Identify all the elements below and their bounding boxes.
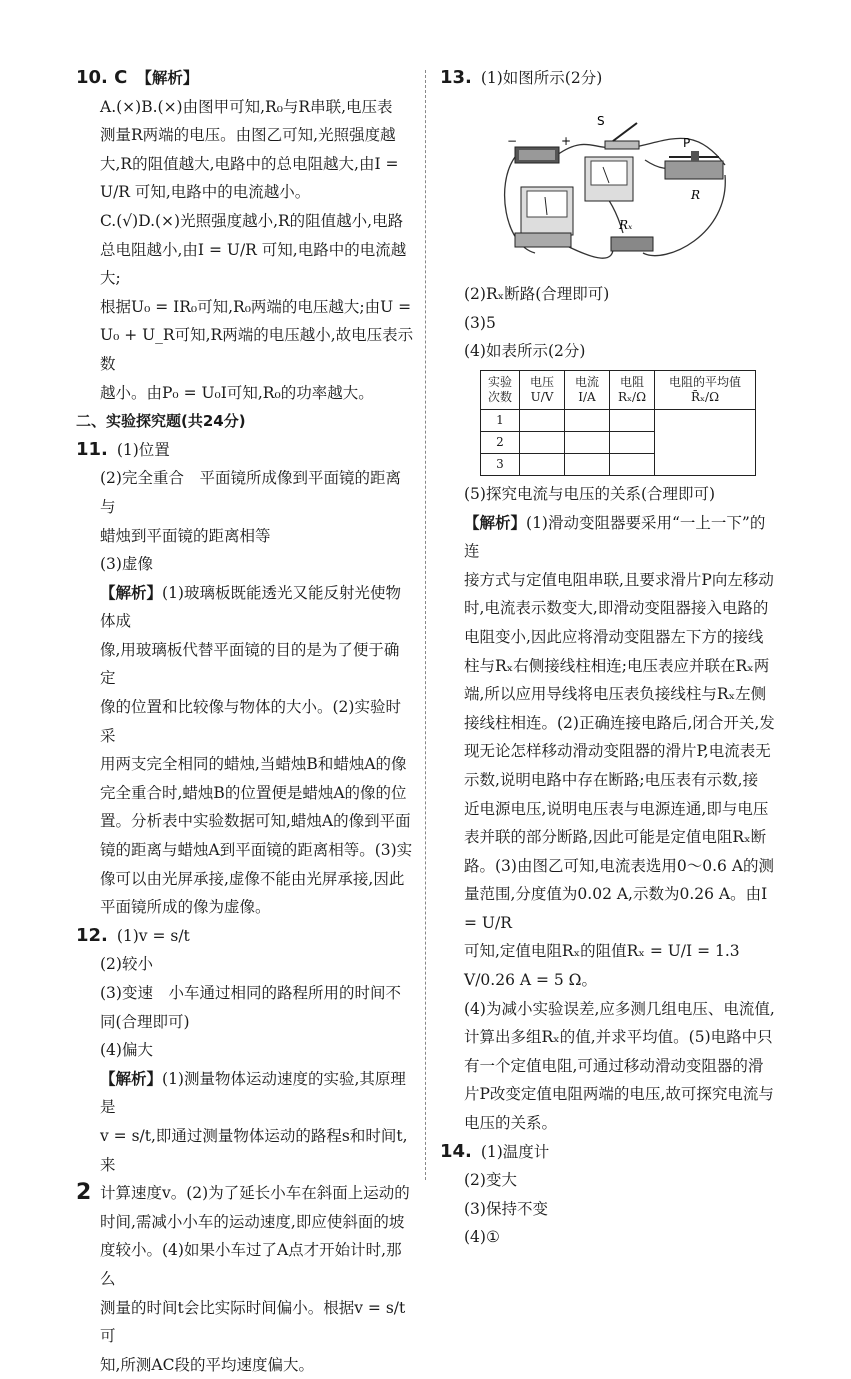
q11-answers: [76, 464, 414, 922]
table-cell: 1: [481, 409, 520, 431]
q12-analysis-line: 度较小。(4)如果小车过了A点才开始计时,那么: [100, 1241, 402, 1288]
table-row: [481, 409, 756, 431]
q11-analysis-line: 像可以由光屏承接,虚像不能由光屏承接,因此: [100, 869, 405, 888]
q13-analysis-line: 电压的关系。: [464, 1114, 558, 1133]
q13-analysis-line: 表并联的部分断路,因此可能是定值电阻Rₓ断: [464, 828, 767, 847]
table-header: 电压 U/V: [520, 370, 565, 409]
q11-analysis-line: 平面镜所成的像为虚像。: [100, 898, 271, 917]
q13-analysis-line: 端,所以应用导线将电压表负接线柱与Rₓ左侧: [464, 685, 767, 704]
q11-item: (2)完全重合 平面镜所成像到平面镜的距离与: [100, 469, 401, 516]
q13-analysis-line: 示数,说明电路中存在断路;电压表有示数,接: [464, 770, 759, 789]
q10-line: 越小。由P₀ = U₀I可知,R₀的功率越大。: [100, 383, 374, 402]
q11-analysis-line: 镜的距离与蜡烛A到平面镜的距离相等。(3)实: [100, 841, 413, 860]
q14-number: 14.: [440, 1140, 472, 1162]
table-cell: [565, 409, 610, 431]
q10-line: U/R 可知,电路中的电流越小。: [100, 183, 311, 202]
switch-icon: [605, 123, 639, 149]
table-cell: [520, 431, 565, 453]
q10-analysis: [76, 93, 414, 408]
q12-analysis-line: [100, 1065, 414, 1122]
q13-item: (4)如表所示(2分): [464, 342, 586, 361]
q11-item: 蜡烛到平面镜的距离相等: [100, 526, 271, 545]
q12-analysis-line: v = s/t,即通过测量物体运动的路程s和时间t,来: [100, 1126, 408, 1174]
q13-analysis-text: (1)滑动变阻器要采用“一上一下”的连: [464, 513, 766, 561]
q10-analysis-tag: 【解析】: [136, 69, 199, 87]
q11-item: (3)虚像: [100, 555, 153, 574]
battery-minus-label: −: [507, 133, 518, 148]
resistor-label: Rₓ: [619, 217, 633, 232]
q12-answers: [76, 950, 414, 1379]
switch-label: S: [597, 113, 605, 128]
q10-line: 大,R的阻值越大,电路中的总电阻越大,由I =: [100, 154, 399, 173]
q12-analysis-line: 知,所测AC段的平均速度偏大。: [100, 1355, 314, 1374]
right-column: [440, 64, 780, 1252]
q10-line: U₀ + U_R可知,R两端的电压越小,故电压表示数: [100, 326, 414, 373]
page-number: 2: [76, 1180, 92, 1205]
q14-answers: [440, 1166, 780, 1252]
q13-analysis-line: 有一个定值电阻,可通过移动滑动变阻器的滑: [464, 1056, 764, 1075]
left-column: [76, 64, 414, 1379]
battery-icon: [515, 147, 559, 163]
q13-analysis-line: [464, 509, 780, 566]
slider-label: P: [683, 135, 691, 150]
q12-analysis-text: (1)测量物体运动速度的实验,其原理是: [100, 1069, 406, 1117]
q13-analysis-line: 现无论怎样移动滑动变阻器的滑片P,电流表无: [464, 742, 771, 761]
q12-analysis-line: 测量的时间t会比实际时间偏小。根据v = s/t 可: [100, 1298, 406, 1346]
q12-analysis-line: 计算速度v。(2)为了延长小车在斜面上运动的: [100, 1184, 410, 1203]
q13-analysis-line: 片P改变定值电阻两端的电压,故可探究电流与: [464, 1085, 774, 1104]
q12-analysis-tag: 【解析】: [100, 1069, 163, 1088]
q12-analysis-line: 时间,需减小小车的运动速度,即应使斜面的坡: [100, 1212, 405, 1231]
q11-analysis-line: 像,用玻璃板代替平面镜的目的是为了便于确定: [100, 640, 400, 688]
q10-number: 10. C: [76, 67, 128, 88]
q11-header: [76, 436, 414, 465]
table-header: 电阻的平均值 R̄ₓ/Ω: [655, 370, 756, 409]
table-cell: 3: [481, 453, 520, 475]
table-cell: [520, 409, 565, 431]
q13-analysis: [440, 480, 780, 1138]
q10-line: 根据U₀ = IR₀可知,R₀两端的电压越大;由U =: [100, 297, 412, 316]
rheostat-label: R: [691, 187, 701, 202]
q14-header: [440, 1138, 780, 1167]
q13-header: [440, 64, 780, 93]
q13-analysis-line: 电阻变小,因此应将滑动变阻器左下方的接线: [464, 627, 764, 646]
q13-analysis-tag: 【解析】: [464, 513, 527, 532]
q12-number: 12.: [76, 924, 108, 946]
q13-item: (3)5: [464, 313, 496, 332]
q13-analysis-line: 可知,定值电阻Rₓ的阻值Rₓ = U/I = 1.3 V/0.26 A = 5 Ω。: [464, 942, 740, 990]
table-cell: [610, 453, 655, 475]
q13-analysis-line: 柱与Rₓ右侧接线柱相连;电压表应并联在Rₓ两: [464, 656, 770, 675]
rheostat-icon: [665, 151, 723, 179]
q14-item: (1)温度计: [480, 1142, 550, 1161]
table-header: 实验 次数: [481, 370, 520, 409]
q13-item: (2)Rₓ断路(合理即可): [464, 285, 610, 304]
q11-analysis-line: [100, 579, 414, 636]
q13-analysis-line: 接线柱相连。(2)正确连接电路后,闭合开关,发: [464, 713, 775, 732]
column-divider: [425, 70, 426, 1180]
q11-analysis-tag: 【解析】: [100, 583, 163, 602]
table-cell: [610, 431, 655, 453]
q10-line: C.(√)D.(×)光照强度越小,R的阻值越小,电路: [100, 211, 404, 230]
q14-item: (4)①: [464, 1228, 500, 1247]
ammeter-icon: [585, 157, 633, 201]
table-header-row: [481, 370, 756, 409]
q13-analysis-line: 路。(3)由图乙可知,电流表选用0～0.6 A的测: [464, 856, 775, 875]
record-table: [480, 370, 756, 476]
q11-analysis-line: 用两支完全相同的蜡烛,当蜡烛B和蜡烛A的像: [100, 755, 407, 774]
q10-line: A.(×)B.(×)由图甲可知,R₀与R串联,电压表: [100, 97, 393, 116]
q12-item: 同(合理即可): [100, 1012, 190, 1031]
q10-header: [76, 64, 414, 93]
q11-item: (1)位置: [116, 440, 170, 459]
q13-item: (5)探究电流与电压的关系(合理即可): [464, 484, 716, 503]
q13-number: 13.: [440, 67, 472, 88]
q14-item: (2)变大: [464, 1171, 517, 1190]
table-cell: [610, 409, 655, 431]
q13-item: (1)如图所示(2分): [480, 69, 603, 87]
q11-analysis-text: (1)玻璃板既能透光又能反射光使物体成: [100, 583, 401, 631]
section-heading: 二、实验探究题(共24分): [76, 412, 246, 431]
q13-analysis-line: 接方式与定值电阻串联,且要求滑片P向左移动: [464, 570, 774, 589]
q12-header: [76, 922, 414, 951]
circuit-diagram: [495, 95, 735, 267]
battery-plus-label: +: [561, 133, 572, 148]
table-cell-average: [655, 409, 756, 475]
table-header: 电阻 Rₓ/Ω: [610, 370, 655, 409]
resistor-icon: [611, 237, 653, 251]
q10-line: 测量R两端的电压。由图乙可知,光照强度越: [100, 126, 396, 145]
table-cell: 2: [481, 431, 520, 453]
q12-item: (1)v = s/t: [116, 926, 190, 945]
q13-analysis-line: 量范围,分度值为0.02 A,示数为0.26 A。由I = U/R: [464, 885, 768, 932]
q13-analysis-line: 计算出多组Rₓ的值,并求平均值。(5)电路中只: [464, 1028, 773, 1047]
q10-line: 总电阻越小,由I = U/R 可知,电路中的电流越大;: [100, 240, 407, 288]
q12-item: (3)变速 小车通过相同的路程所用的时间不: [100, 984, 401, 1002]
q12-item: (4)偏大: [100, 1041, 153, 1060]
q11-analysis-line: 完全重合时,蜡烛B的位置便是蜡烛A的像的位: [100, 783, 407, 802]
q13-answers: [440, 280, 780, 366]
table-cell: [520, 453, 565, 475]
q11-analysis-line: 置。分析表中实验数据可知,蜡烛A的像到平面: [100, 812, 411, 831]
q13-analysis-line: (4)为减小实验误差,应多测几组电压、电流值,: [464, 999, 775, 1018]
voltmeter-icon: [515, 187, 573, 247]
table-cell: [565, 431, 610, 453]
q14-item: (3)保持不变: [464, 1199, 548, 1218]
q13-analysis-line: 时,电流表示数变大,即滑动变阻器接入电路的: [464, 599, 769, 618]
q11-analysis-line: 像的位置和比较像与物体的大小。(2)实验时采: [100, 698, 401, 745]
table-header: 电流 I/A: [565, 370, 610, 409]
q13-analysis-line: 近电源电压,说明电压表与电源连通,即与电压: [464, 799, 769, 818]
table-cell: [565, 453, 610, 475]
q11-number: 11.: [76, 438, 108, 460]
q12-item: (2)较小: [100, 955, 153, 974]
